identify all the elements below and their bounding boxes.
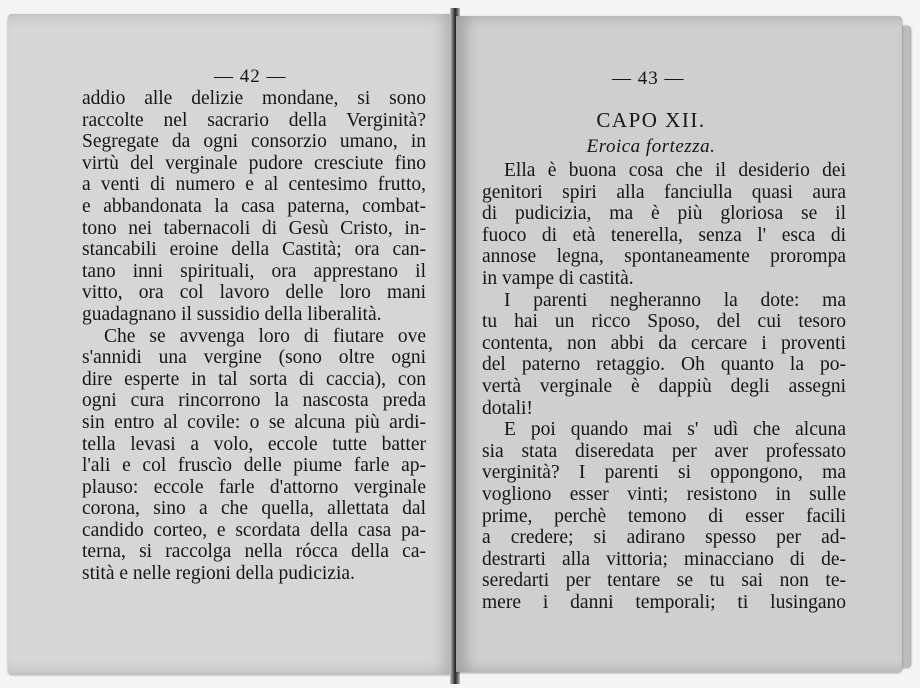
text-line: guadagnano il sussidio della liberalità. <box>82 303 382 325</box>
text-line: plauso: eccole farle d'attorno verginale <box>82 476 426 498</box>
text-line: tella levasi a volo, eccole tutte batter <box>82 433 426 455</box>
text-line: a venti di numero e al centesimo frutto, <box>82 174 426 196</box>
text-line: stancabili eroine della Castità; ora can- <box>82 239 426 261</box>
text-line: Che se avvenga loro di fiutare ove <box>104 325 426 347</box>
text-line: Ella è buona cosa che il desiderio dei <box>504 160 846 181</box>
text-line: e abbandonata la casa paterna, combat- <box>82 195 426 217</box>
text-line: raccolte nel sacrario della Verginità? <box>82 109 426 131</box>
text-line: vogliono esser vinti; resistono in sulle <box>482 483 846 505</box>
text-line: contenta, non abbi da cercare i proventi <box>482 332 846 354</box>
text-line: annose legna, spontaneamente prorompa <box>482 246 846 268</box>
text-line: verginità? I parenti si oppongono, ma <box>482 462 846 484</box>
text-line: seredarti per tentare se tu sai non te- <box>482 570 846 592</box>
text-line: E poi quando mai s' udì che alcuna <box>504 419 846 441</box>
text-line: s'annidi una vergine (sono oltre ogni <box>82 347 426 369</box>
text-line: stità e nelle regioni della pudicizia. <box>82 563 355 585</box>
text-line: tono nei tabernacoli di Gesù Cristo, in- <box>82 217 426 239</box>
text-line: Segregate da ogni consorzio umano, in <box>82 131 426 153</box>
text-line: I parenti negheranno la dote: ma <box>504 289 846 311</box>
text-line: tano inni spirituali, ora apprestano il <box>82 260 426 282</box>
text-line: virtù del verginale pudore cresciute fino <box>82 152 426 174</box>
text-line: corona, sino a che quella, allettata dal <box>82 498 426 520</box>
left-page <box>8 14 454 674</box>
text-line: vitto, ora col lavoro delle loro mani <box>82 282 426 304</box>
text-line: ogni cura rincorrono la nascosta preda <box>82 390 426 412</box>
text-line: genitori spiri alla fanciulla quasi aura <box>482 181 846 203</box>
text-line: prime, perchè temono di esser facili <box>482 505 846 527</box>
text-line: l'ali e col fruscìo delle piume farle ap- <box>82 455 426 477</box>
text-line: dire esperte in tal sorta di caccia), con <box>82 368 426 390</box>
left-page-text <box>82 88 426 585</box>
text-line: terna, si raccolga nella rócca della ca- <box>82 541 426 563</box>
right-page <box>456 16 902 672</box>
chapter-title: CAPO XII. <box>596 108 706 132</box>
text-line: sia stata diseredata per aver professato <box>482 440 846 462</box>
text-line: vertà verginale è dappiù degli assegni <box>482 375 846 397</box>
text-line: in vampe di castità. <box>482 267 634 289</box>
text-line: tu hai un ricco Sposo, del cui tesoro <box>482 311 846 333</box>
page-number-left: — 42 — <box>214 66 287 87</box>
page-number-right: — 43 — <box>612 68 685 89</box>
text-line: destrarti alla vittoria; minacciano di de- <box>482 548 846 570</box>
text-line: di pudicizia, ma è più gloriosa se il <box>482 203 846 225</box>
text-line: sin entro al covile: o se alcuna più ardi- <box>82 411 426 433</box>
text-line: addio alle delizie mondane, si sono <box>82 88 426 109</box>
text-line: fuoco di età tenerella, senza l' esca di <box>482 224 846 246</box>
text-line: mere i danni temporali; ti lusingano <box>482 591 846 613</box>
text-line: a credere; si adirano spesso per ad- <box>482 527 846 549</box>
text-line: dotali! <box>482 397 533 419</box>
text-line: del paterno retaggio. Oh quanto la po- <box>482 354 846 376</box>
text-line: candido corteo, e scordata della casa pa- <box>82 519 426 541</box>
chapter-subtitle: Eroica fortezza. <box>586 136 716 157</box>
right-page-text <box>482 160 846 613</box>
